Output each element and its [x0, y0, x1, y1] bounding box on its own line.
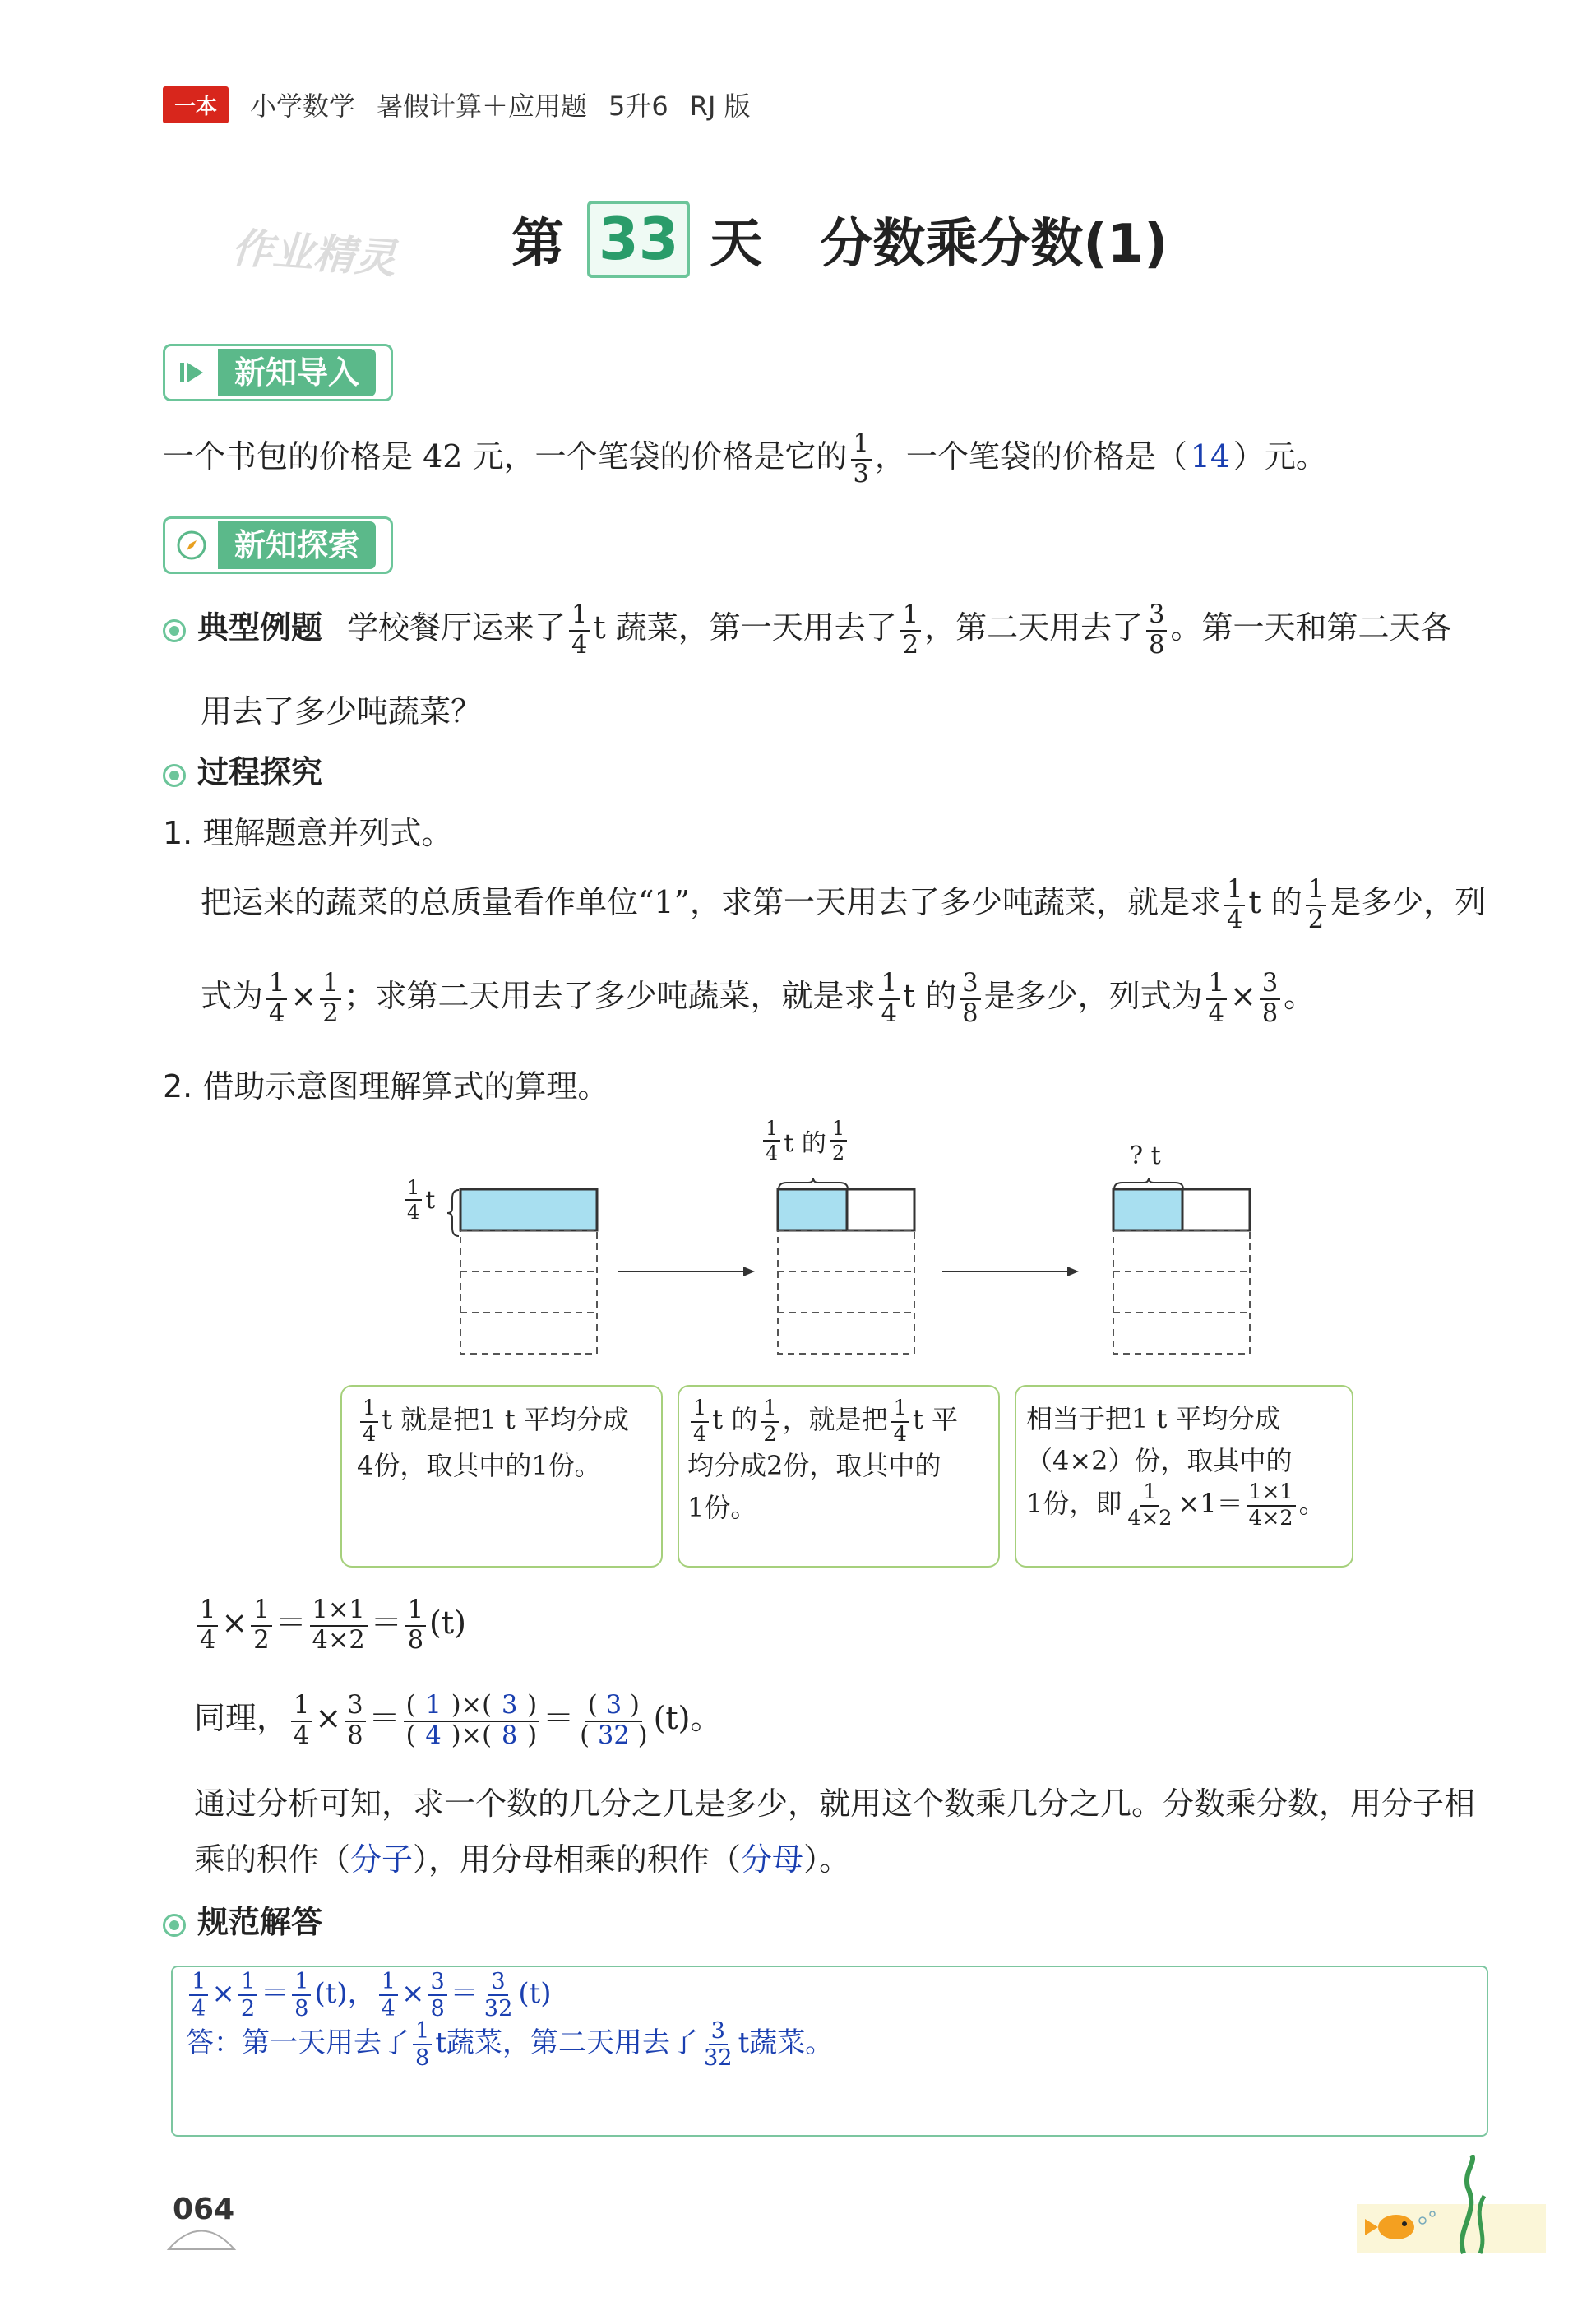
- bar-1: [460, 1189, 597, 1354]
- intro-badge-label: 新知导入: [218, 349, 376, 396]
- den: 4: [766, 1142, 779, 1165]
- intro-badge: [163, 344, 393, 401]
- num: 1: [1306, 878, 1326, 905]
- note3-line3: [1026, 1482, 1342, 1529]
- step-1: 1. 理解题意并列式。: [163, 815, 453, 851]
- txt: 同理，: [194, 1700, 289, 1736]
- bar-2: [778, 1189, 914, 1354]
- num: 3: [488, 1971, 507, 1996]
- answer-numerator: 分子: [350, 1841, 414, 1878]
- den: 4: [363, 1421, 377, 1447]
- num: 1: [879, 971, 900, 999]
- calc-line-2: [194, 1693, 721, 1748]
- fraction: [1306, 875, 1326, 934]
- header-series: 小学数学: [250, 90, 356, 122]
- txt: t 蔬菜，第一天用去了: [593, 609, 897, 646]
- blank: 4: [425, 1721, 442, 1750]
- example-line-1: [163, 602, 1451, 658]
- den: 4: [294, 1721, 310, 1750]
- fraction: [701, 2018, 735, 2072]
- calc-line-1: [194, 1597, 466, 1653]
- times-sign: ×: [211, 1977, 235, 2011]
- note-box-1: [340, 1385, 663, 1568]
- num: 3: [1146, 603, 1167, 631]
- den: 4: [381, 1996, 396, 2022]
- explore-badge: [163, 516, 393, 574]
- txt: t蔬菜，第二天用去了: [435, 2026, 698, 2060]
- compass-icon: [170, 524, 213, 567]
- diagram-label-2: [760, 1118, 850, 1163]
- fraction: [1206, 971, 1227, 1026]
- fraction: [691, 1398, 709, 1445]
- num: 1: [691, 1398, 709, 1423]
- txt: ，第二天用去了: [924, 609, 1144, 646]
- equals-sign: ＝: [261, 1977, 289, 2011]
- blank: 3: [501, 1691, 518, 1721]
- den: 4×2: [312, 1625, 365, 1655]
- fraction: [482, 1971, 516, 2020]
- brace-1: [447, 1190, 459, 1236]
- txt: t 的: [1248, 884, 1302, 920]
- play-icon: [170, 351, 213, 394]
- blank: 32: [598, 1721, 630, 1750]
- fraction: [405, 1595, 426, 1655]
- num: 1×1: [310, 1598, 368, 1626]
- note3-line1: 相当于把1 t 平均分成: [1026, 1403, 1281, 1434]
- process-label: 过程探究: [197, 754, 323, 790]
- times-sign: ×: [400, 1977, 425, 2011]
- shell-icon: [164, 2221, 238, 2253]
- bullet-icon: [163, 764, 186, 787]
- intro-answer: 14: [1190, 438, 1231, 475]
- blank-result-den: ( 32 ): [580, 1721, 648, 1750]
- num: 1: [569, 603, 590, 631]
- den: 4: [200, 1625, 216, 1655]
- equals-sign: ＝: [370, 1605, 402, 1641]
- num: 1: [851, 432, 872, 460]
- num: 1×1: [1247, 1482, 1296, 1507]
- txt: t 就是把1 t 平均分成: [382, 1404, 629, 1436]
- den: 4: [407, 1201, 420, 1224]
- fraction: [413, 2018, 432, 2072]
- num: 3: [960, 971, 980, 999]
- num: 1: [1140, 1482, 1159, 1507]
- equals-sign: ＝: [275, 1605, 307, 1641]
- den: 4: [881, 998, 897, 1028]
- example-line-2: 用去了多少吨蔬菜？: [201, 693, 483, 729]
- txt: t 的: [784, 1129, 826, 1158]
- unit: (t)。: [653, 1700, 722, 1736]
- fraction: [291, 1693, 312, 1748]
- watermark-logo: 作业精灵: [229, 224, 398, 283]
- fraction: [379, 1971, 398, 2020]
- times-sign: ×: [221, 1605, 248, 1641]
- times-sign: ×: [1229, 978, 1256, 1014]
- num: 1: [900, 603, 921, 631]
- den: 2: [831, 1142, 845, 1165]
- den: 2: [902, 630, 919, 660]
- num: 3: [1260, 971, 1280, 999]
- conclusion-line-1: 通过分析可知，求一个数的几分之几是多少，就用这个数乘几分之几。分数乘分数，用分子相: [194, 1785, 1476, 1822]
- den: 32: [483, 1996, 513, 2022]
- den: 4: [893, 1421, 907, 1447]
- brace-2: [779, 1178, 848, 1189]
- bullet-icon: [163, 619, 186, 642]
- times-sign: ×: [315, 1700, 342, 1736]
- den: 4: [1227, 905, 1243, 934]
- num: 1: [1224, 878, 1245, 905]
- num: 3: [428, 1971, 446, 1996]
- note2-line2: 均分成2份，取其中的: [687, 1450, 941, 1482]
- den: 8: [407, 1625, 424, 1655]
- fill-fraction: [404, 1693, 540, 1748]
- den: 4: [571, 630, 588, 660]
- fraction: [569, 600, 590, 660]
- den: 2: [763, 1421, 777, 1447]
- solution-line-2: [186, 2018, 834, 2072]
- equals-sign: ＝: [450, 1977, 479, 2011]
- num: 1: [830, 1118, 847, 1142]
- title-suffix: 天: [710, 214, 763, 275]
- fraction: [251, 1595, 271, 1655]
- den: 8: [1261, 998, 1279, 1028]
- solution-label: 规范解答: [197, 1904, 323, 1940]
- num: 1: [197, 1598, 218, 1626]
- blank: 1: [425, 1691, 442, 1721]
- den: 4×2: [1127, 1505, 1173, 1531]
- times-sign: ×: [290, 978, 317, 1014]
- note3-line2: （4×2）份，取其中的: [1026, 1445, 1293, 1477]
- fraction: [891, 1398, 909, 1445]
- note-box-3: [1015, 1385, 1353, 1568]
- num: 1: [405, 1178, 422, 1201]
- brand-logo: 一本: [163, 86, 229, 123]
- brace-3: [1114, 1178, 1183, 1189]
- txt: 1份，即: [1026, 1488, 1122, 1520]
- intro-text: [163, 431, 1327, 487]
- fraction: [879, 971, 900, 1026]
- header-edition: RJ 版: [689, 90, 751, 122]
- header-book: 暑假计算＋应用题: [377, 90, 588, 122]
- txt: 。第一天和第二天各: [1170, 609, 1452, 646]
- num: 1: [238, 1971, 257, 1996]
- txt: 是多少，列式为: [983, 978, 1203, 1014]
- den: 8: [347, 1721, 363, 1750]
- diagram-label-3: ? t: [1130, 1142, 1161, 1170]
- blank: 3: [605, 1691, 622, 1721]
- den: 2: [1307, 905, 1325, 934]
- num: 1: [413, 2020, 432, 2045]
- den: 2: [240, 1996, 256, 2022]
- step-2: 2. 借助示意图理解算式的算理。: [163, 1068, 609, 1105]
- fraction: [266, 971, 287, 1026]
- txt: t 平: [912, 1404, 958, 1436]
- diagram-label-1: [401, 1178, 435, 1222]
- num: 3: [345, 1693, 365, 1721]
- num: 1: [761, 1398, 779, 1423]
- page-number: 064: [173, 2193, 235, 2226]
- unit: t: [425, 1185, 436, 1215]
- unit: (t): [518, 1977, 552, 2011]
- fraction: [292, 1971, 311, 2020]
- bar-3: [1113, 1189, 1250, 1354]
- arrow-1: [618, 1267, 755, 1276]
- note1-line2: 4份，取其中的1份。: [357, 1450, 601, 1482]
- den: 4×2: [1248, 1505, 1293, 1531]
- fraction: [345, 1693, 365, 1748]
- txt: ，就是把: [782, 1404, 888, 1436]
- fraction: [763, 1118, 780, 1163]
- txt: 学校餐厅运来了: [347, 609, 567, 646]
- arrow-2: [942, 1267, 1079, 1276]
- example-label: 典型例题: [197, 609, 323, 646]
- fraction: [238, 1971, 257, 2020]
- title-topic: 分数乘分数(1): [820, 214, 1168, 275]
- num: 1: [379, 1971, 398, 1996]
- num: 1: [291, 1693, 312, 1721]
- fraction: [1247, 1482, 1296, 1529]
- num: 1: [360, 1398, 378, 1423]
- den: 8: [415, 2045, 430, 2072]
- txt: ）。: [803, 1841, 851, 1878]
- explore-badge-label: 新知探索: [218, 521, 376, 569]
- den: 4: [192, 1996, 206, 2022]
- fraction: [320, 971, 340, 1026]
- fraction: [761, 1398, 779, 1445]
- den: 8: [962, 998, 978, 1028]
- fraction: [428, 1971, 446, 2020]
- fraction: [1125, 1482, 1174, 1529]
- header-grade: 5升6: [608, 90, 668, 122]
- fraction: [310, 1595, 368, 1655]
- unit: (t)，: [314, 1977, 376, 2011]
- txt: 式为: [201, 978, 264, 1014]
- fraction: [960, 971, 980, 1026]
- blank-numerators: ( 1 )×( 3 ): [404, 1693, 540, 1721]
- fraction: [900, 600, 921, 660]
- page-title: [511, 201, 1168, 278]
- txt: ×1＝: [1177, 1488, 1243, 1520]
- txt: 把运来的蔬菜的总质量看作单位“1”，求第一天用去了多少吨蔬菜，就是求: [201, 884, 1222, 920]
- fraction: [197, 1595, 218, 1655]
- blank-denominators: ( 4 )×( 8 ): [405, 1721, 538, 1750]
- txt: 答：第一天用去了: [186, 2026, 409, 2060]
- num: 1: [251, 1598, 271, 1626]
- den: 2: [253, 1625, 270, 1655]
- num: 1: [292, 1971, 311, 1996]
- fraction: [851, 429, 872, 489]
- fraction: [830, 1118, 847, 1163]
- fraction: [360, 1398, 378, 1445]
- fraction: [189, 1971, 208, 2020]
- txt: 。: [1298, 1488, 1325, 1520]
- solution-heading: [163, 1897, 322, 1942]
- txt: t 的: [902, 978, 957, 1014]
- den: 4: [693, 1421, 707, 1447]
- num: 1: [266, 971, 287, 999]
- den: 4: [269, 998, 285, 1028]
- title-prefix: 第: [511, 214, 564, 275]
- fraction: [1260, 971, 1280, 1026]
- fraction: [405, 1178, 422, 1222]
- txt: 。: [1284, 978, 1316, 1014]
- step1-line-1: [201, 877, 1486, 933]
- page-header: [163, 86, 751, 123]
- intro-text-b: ，一个笔袋的价格是（: [874, 438, 1187, 475]
- den: 8: [430, 1996, 445, 2022]
- process-heading: [163, 747, 322, 792]
- num: 1: [1206, 971, 1227, 999]
- equals-sign: ＝: [543, 1700, 575, 1736]
- fill-fraction: [577, 1693, 650, 1748]
- conclusion-line-2: [194, 1834, 850, 1879]
- den: 8: [294, 1996, 309, 2022]
- den: 3: [853, 459, 869, 489]
- txt: 乘的积作（: [194, 1841, 351, 1878]
- num: 1: [189, 1971, 208, 1996]
- step1-line-2: [201, 970, 1315, 1026]
- num: 1: [763, 1118, 780, 1142]
- intro-text-a: 一个书包的价格是 42 元，一个笔袋的价格是它的: [163, 438, 848, 475]
- solution-line-1: [186, 1971, 552, 2020]
- num: 1: [320, 971, 340, 999]
- bullet-icon: [163, 1914, 186, 1937]
- den: 2: [322, 998, 339, 1028]
- den: 4: [1208, 998, 1224, 1028]
- txt: t 的: [712, 1404, 758, 1436]
- fish-seaweed-icon: [1357, 2155, 1546, 2262]
- note2-line3: 1份。: [687, 1492, 757, 1524]
- txt: 是多少，列: [1330, 884, 1487, 920]
- note2-line1: [687, 1398, 990, 1445]
- note1-line1: [357, 1398, 646, 1445]
- den: 8: [1149, 630, 1165, 660]
- unit: (t): [429, 1605, 466, 1641]
- fraction: [1146, 600, 1167, 660]
- den: 32: [703, 2045, 733, 2072]
- blank-result-num: ( 3 ): [585, 1693, 642, 1721]
- txt: t蔬菜。: [738, 2026, 834, 2060]
- blank: 8: [501, 1721, 518, 1750]
- intro-text-c: ）元。: [1233, 438, 1327, 475]
- fraction: [1224, 875, 1245, 934]
- num: 3: [709, 2020, 728, 2045]
- equals-sign: ＝: [368, 1700, 400, 1736]
- day-number: 33: [587, 201, 690, 278]
- num: 1: [891, 1398, 909, 1423]
- note-box-2: [678, 1385, 1000, 1568]
- txt: ；求第二天用去了多少吨蔬菜，就是求: [344, 978, 876, 1014]
- answer-denominator: 分母: [741, 1841, 804, 1878]
- txt: ），用分母相乘的积作（: [413, 1841, 742, 1878]
- num: 1: [405, 1598, 426, 1626]
